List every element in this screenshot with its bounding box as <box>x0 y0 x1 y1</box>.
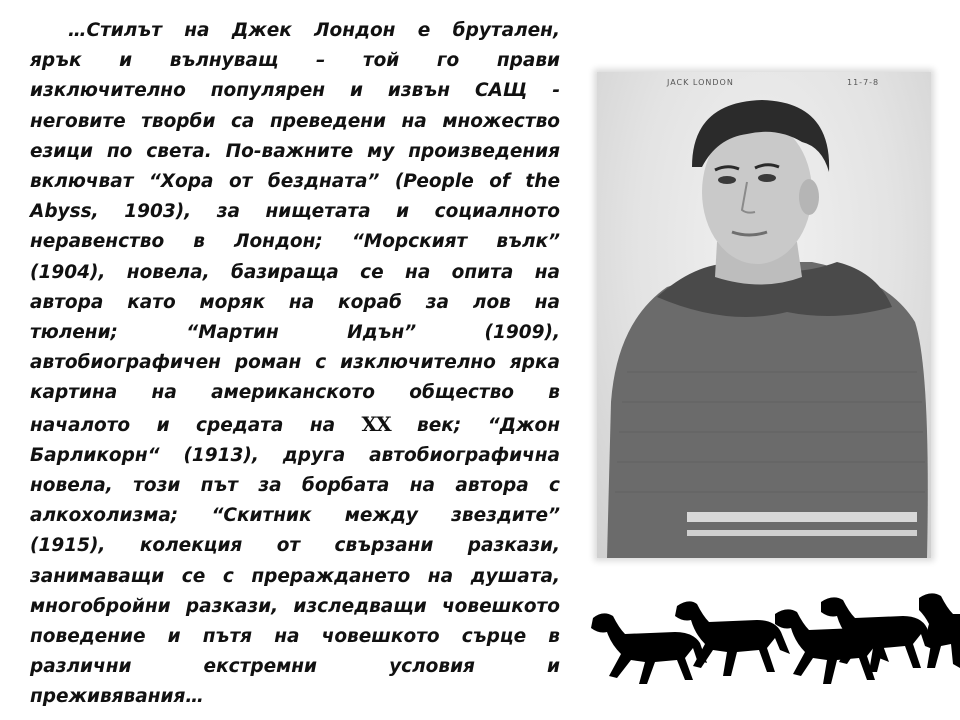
text-line: поведение и пътя на човешкото сърце в <box>30 626 560 648</box>
photo-caption-number: 11-7-8 <box>847 78 880 87</box>
text-line: Барликорн“ (1913), друга автобиографична <box>30 444 560 466</box>
text-line: неговите творби са преведени на множество <box>30 110 560 132</box>
text-line: (1904), новела, базираща се на опита на <box>30 261 560 283</box>
portrait-illustration <box>597 72 931 558</box>
horse-silhouettes-icon <box>585 588 960 698</box>
text-line: картина на американското общество в <box>30 382 560 404</box>
text-line: (1915), колекция от свързани разкази, <box>30 535 560 557</box>
text-line-end: век; “Джон <box>390 414 560 436</box>
text-line-start: началото и средата на <box>30 414 362 436</box>
article-text <box>30 16 560 713</box>
text-line: различни екстремни условия и <box>30 656 560 678</box>
text-line-century <box>30 409 560 441</box>
photo-caption-name: JACK LONDON <box>667 78 734 87</box>
text-line: новела, този път за борбата на автора с <box>30 475 560 497</box>
century-numeral: XX <box>361 411 391 436</box>
text-line: …Стилът на Джек Лондон е брутален, <box>68 20 560 41</box>
text-line: занимаващи се с прераждането на душата, <box>30 565 560 587</box>
text-line: многобройни разкази, изследващи човешкото <box>30 595 560 617</box>
text-line: автобиографичен роман с изключително ярка <box>30 352 560 374</box>
text-line: неравенство в Лондон; “Морският вълк” <box>30 231 560 253</box>
text-line: изключително популярен и извън САЩ - <box>30 80 560 102</box>
text-line: Abyss, 1903), за нищетата и социалното <box>30 201 560 223</box>
text-line: ярък и вълнуващ – той го прави <box>30 50 560 72</box>
text-line: тюлени; “Мартин Идън” (1909), <box>30 322 560 344</box>
text-line: алкохолизма; “Скитник между звездите” <box>30 505 560 527</box>
text-line: преживявания… <box>30 686 204 708</box>
portrait-photo <box>597 72 931 558</box>
text-line: езици по света. По-важните му произведения <box>30 140 560 162</box>
text-line: автора като моряк на кораб за лов на <box>30 291 560 313</box>
text-line: включват “Хора от бездната” (People of the <box>30 171 560 193</box>
